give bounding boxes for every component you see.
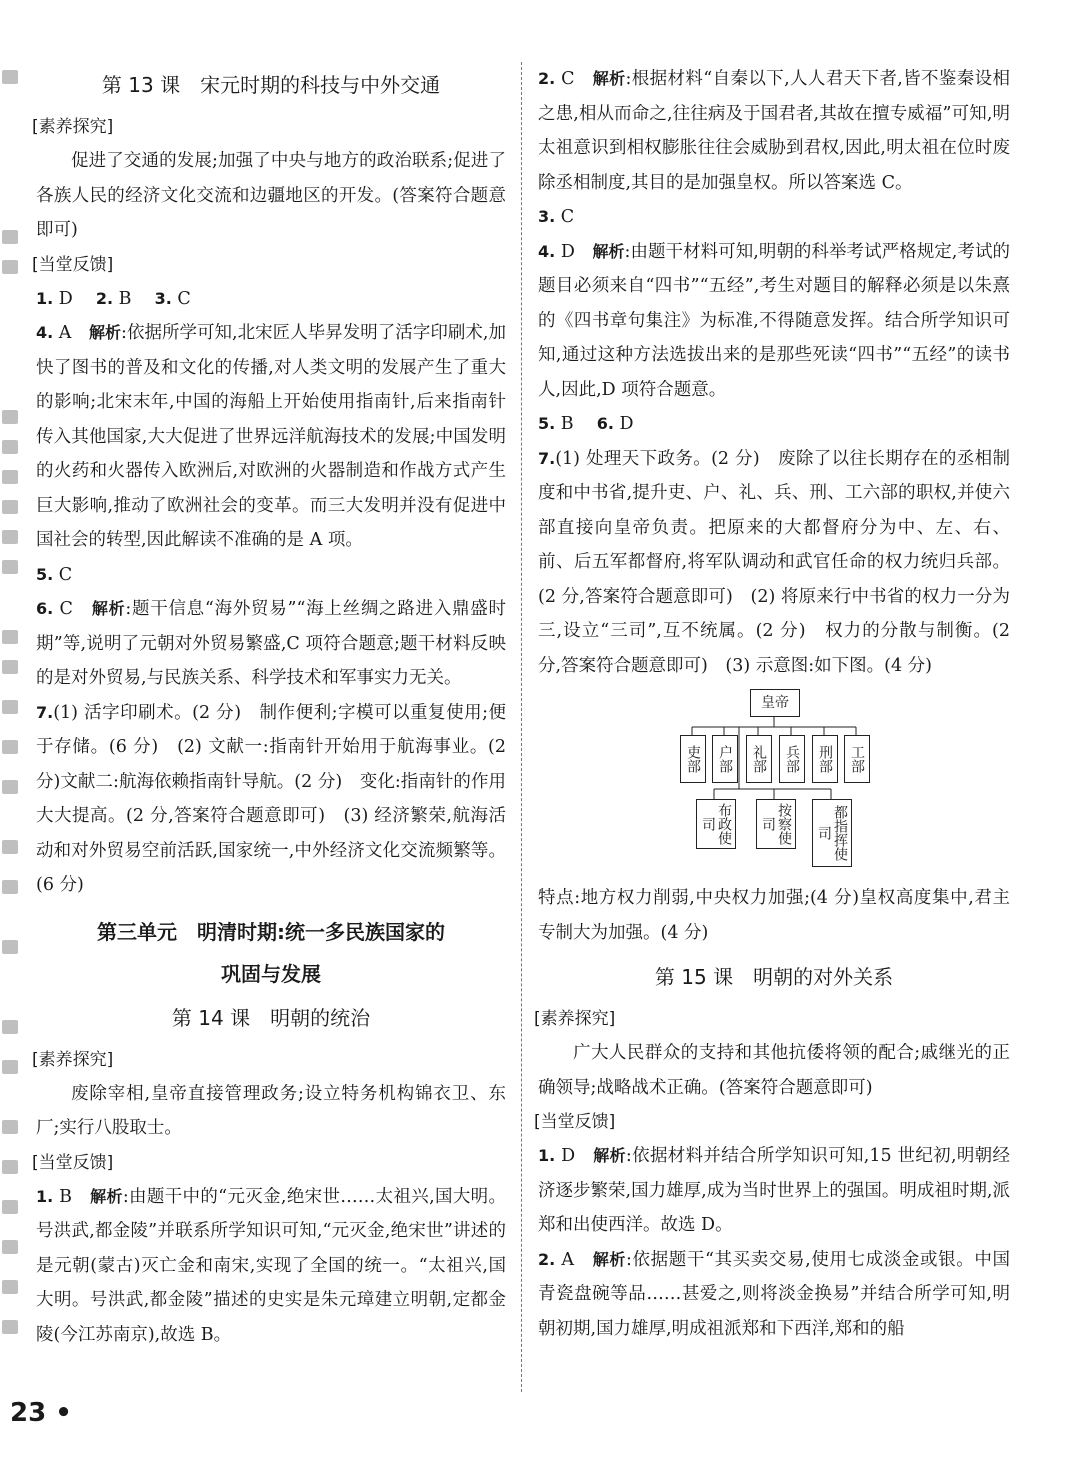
unit-3-title-line-2: 巩固与发展 — [221, 961, 321, 986]
question-number: 1. — [538, 1146, 556, 1165]
question-number: 2. — [95, 288, 114, 308]
answer-choice: A — [555, 1249, 593, 1270]
analysis-label: 解析 — [593, 1146, 626, 1165]
answer-choice: C — [555, 207, 575, 227]
lesson-13-title: 第 13 课 宋元时期的科技与中外交通 — [101, 73, 441, 97]
question-number: 7. — [538, 448, 556, 468]
answer-line — [36, 592, 506, 696]
emperor-box: 皇帝 — [750, 689, 800, 717]
ministry-box: 户部 — [712, 735, 738, 783]
answer-choice: C — [171, 288, 191, 309]
question-number: 3. — [154, 288, 172, 308]
analysis-text: :依据所学可知,北宋匠人毕昇发明了活字印刷术,加快了图书的普及和文化的传播,对人类文明的发展产生了重大的影响;北宋末年,中国的海船上开始使用指南针,后来指南针传入其他国家,大大促进了世界远洋航海技术的发展;中国发明的火药和火器传入欧洲后,对欧洲的火器制造和作战方式产生巨大影响,推动了欧洲社会的变革。而三大发明并没有促进中国社会的转型,因此解读不准确的是 A 项。 — [36, 323, 506, 550]
answer-line — [538, 1243, 1010, 1347]
answer-line — [36, 1180, 506, 1353]
answer-choice: D — [613, 414, 634, 434]
left-column — [32, 62, 506, 1352]
question-number: 7. — [36, 702, 54, 722]
answer-choice: A — [53, 323, 89, 343]
answer-choice: B — [113, 288, 150, 309]
ministry-box: 吏部 — [680, 735, 706, 783]
answer-line — [538, 442, 1010, 684]
analysis-text: :题干信息“海外贸易”“海上丝绸之路进入鼎盛时期”等,说明了元朝对外贸易繁盛,C 项符合题意;题干材料反映的是对外贸易,与民族关系、科学技术和军事实力无关。 — [36, 599, 506, 688]
analysis-text: :依据材料并结合所学知识可知,15 世纪初,明朝经济逐步繁荣,国力雄厚,成为当时世界上的强国。明成祖时期,派郑和出使西洋。故选 D。 — [538, 1146, 1010, 1235]
analysis-label: 解析 — [91, 599, 126, 618]
question-number: 2. — [538, 1249, 556, 1269]
analysis-text: :根据材料“自秦以下,人人君天下者,皆不鉴秦设相之患,相从而命之,往往病及于国君者,其故在擅专威福”可知,明太祖意识到相权膨胀往往会威胁到君权,因此,明太祖在位时废除丞相制度,其目的是加强皇权。所以答案选 C。 — [538, 69, 1010, 193]
answer-line — [36, 696, 506, 903]
answer-choice: D — [53, 288, 91, 309]
question-number: 6. — [596, 414, 614, 433]
unit-3-title-line-1: 第三单元 明清时期:统一多民族国家的 — [97, 919, 445, 944]
answer-text: (1) 处理天下政务。(2 分) 废除了以往长期存在的丞相制度和中书省,提升吏、户、礼、兵、刑、工六部的职权,并使六部直接向皇帝负责。把原来的大都督府分为中、左、右、前、后五军都督府,将军队调动和武官任命的权力统归兵部。(2 分,答案符合题意即可) (2) 将原来行中书省的权力一分为三,设立“三司”,互不统属。(2 分) 权力的分散与制衡。(2 分,答案符合题意即可) (3) 示意图:如下图。(4 分) — [538, 448, 1010, 676]
analysis-text: :由题干材料可知,明朝的科举考试严格规定,考试的题目必须来自“四书”“五经”,考生对题目的解释必须是以朱熹的《四书章句集注》为标准,不得随意发挥。结合所学知识可知,通过这种方法选拔出来的是那些死读“四书”“五经”的读书人,因此,D 项符合题意。 — [538, 241, 1010, 400]
question-number: 2. — [538, 69, 556, 88]
answer-choice: D — [555, 241, 593, 262]
ming-power-structure-diagram — [538, 689, 1010, 879]
analysis-label: 解析 — [90, 1186, 123, 1206]
answer-choice: B — [555, 414, 592, 434]
paragraph: 废除宰相,皇帝直接管理政务;设立特务机构锦衣卫、东厂;实行八股取士。 — [36, 1083, 506, 1138]
page-number: 23 • — [10, 1398, 72, 1428]
answer-line — [538, 235, 1010, 408]
diagram-connector-lines — [538, 689, 1010, 879]
section-tag: [当堂反馈] — [32, 1152, 114, 1173]
analysis-label: 解析 — [592, 241, 625, 261]
section-tag: [素养探究] — [534, 1009, 616, 1029]
question-number: 4. — [36, 323, 54, 342]
question-number: 4. — [538, 241, 556, 261]
section-tag: [素养探究] — [32, 117, 114, 137]
answer-line — [36, 316, 506, 558]
analysis-text: :由题干中的“元灭金,绝宋世……太祖兴,国大明。号洪武,都金陵”并联系所学知识可知,“元灭金,绝宋世”讲述的是元朝(蒙古)灭亡金和南宋,实现了全国的统一。“太祖兴,国大明。号洪武,都金陵”描述的史实是朱元璋建立明朝,定都金陵(今江苏南京),故选 B。 — [36, 1186, 506, 1345]
column-divider — [521, 62, 522, 1392]
answer-choice: C — [53, 599, 92, 619]
analysis-text: :依据题干“其买卖交易,使用七成淡金或银。中国青瓷盘碗等品……甚爱之,则将淡金换易”并结合所学可知,明朝初期,国力雄厚,明成祖派郑和下西洋,郑和的船 — [538, 1249, 1010, 1339]
section-tag: [素养探究] — [32, 1049, 114, 1070]
answer-choice: C — [53, 564, 73, 585]
right-column — [534, 62, 1010, 1346]
answer-line — [538, 407, 1010, 442]
question-number: 6. — [36, 599, 54, 618]
paragraph: 特点:地方权力削弱,中央权力加强;(4 分)皇权高度集中,君主专制大为加强。(4 分) — [538, 888, 1010, 943]
question-number: 5. — [538, 414, 556, 433]
analysis-label: 解析 — [592, 1249, 627, 1269]
ministry-box: 刑部 — [812, 735, 838, 783]
question-number: 1. — [36, 1186, 54, 1206]
ministry-box: 工部 — [844, 735, 870, 783]
answer-choice: C — [555, 69, 593, 89]
answer-line — [538, 1139, 1010, 1243]
answer-line — [538, 62, 1010, 200]
answer-text: (1) 活字印刷术。(2 分) 制作便利;字模可以重复使用;便于存储。(6 分) (2) 文献一:指南针开始用于航海事业。(2 分)文献二:航海依赖指南针导航。(2 分) 变化:指南针的作用大大提高。(2 分,答案符合题意即可) (3) 经济繁荣,航海活动和对外贸易空前活跃,国家统一,中外经济文化交流频繁等。(6 分) — [36, 702, 506, 895]
sansi-box: 布政使司 — [696, 799, 736, 849]
ministry-box: 兵部 — [779, 735, 805, 783]
question-number: 1. — [36, 288, 54, 308]
section-tag: [当堂反馈] — [32, 254, 114, 275]
answer-line — [36, 282, 506, 317]
sansi-box: 按察使司 — [756, 799, 796, 849]
lesson-14-title: 第 14 课 明朝的统治 — [171, 1005, 371, 1030]
question-number: 3. — [538, 207, 556, 226]
answer-choice: D — [555, 1146, 594, 1166]
question-number: 5. — [36, 564, 54, 584]
section-tag: [当堂反馈] — [534, 1112, 616, 1132]
analysis-label: 解析 — [88, 323, 122, 342]
lesson-15-title: 第 15 课 明朝的对外关系 — [654, 965, 894, 989]
analysis-label: 解析 — [592, 69, 626, 88]
paragraph: 广大人民群众的支持和其他抗倭将领的配合;戚继光的正确领导;战略战术正确。(答案符合题意即可) — [538, 1043, 1010, 1098]
answer-line — [538, 200, 1010, 235]
answer-choice: B — [53, 1186, 91, 1207]
sansi-box: 都指挥使司 — [812, 799, 852, 867]
answer-line — [36, 558, 506, 593]
ministry-box: 礼部 — [746, 735, 772, 783]
binding-margin-strip — [0, 60, 22, 1390]
paragraph: 促进了交通的发展;加强了中央与地方的政治联系;促进了各族人民的经济文化交流和边疆地区的开发。(答案符合题意即可) — [36, 151, 506, 240]
